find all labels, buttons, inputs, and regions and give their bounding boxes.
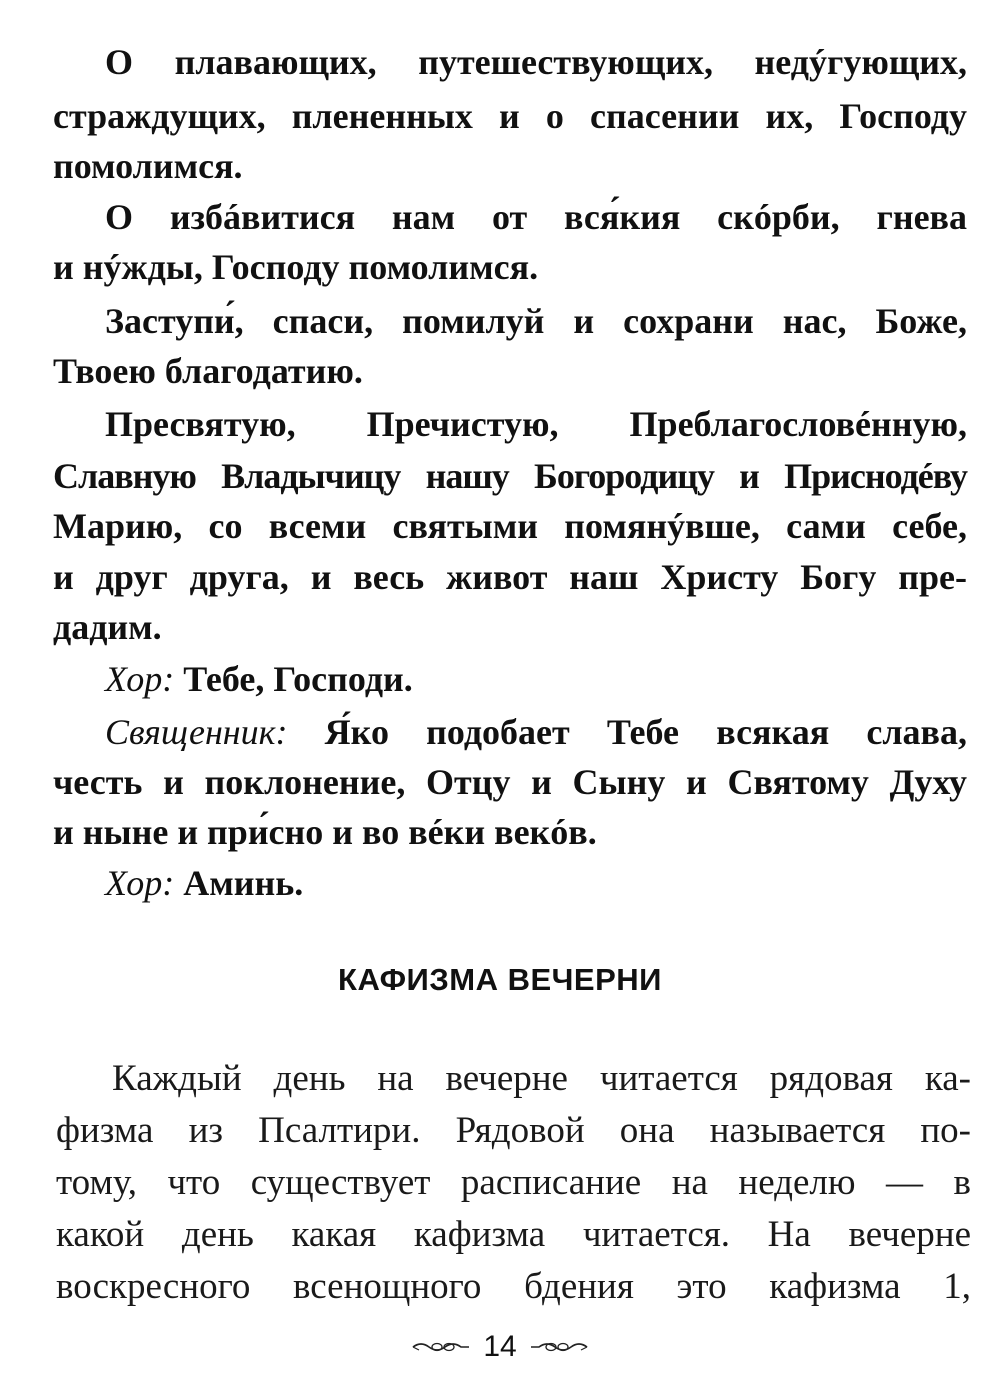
prayer-3 bbox=[105, 297, 967, 346]
prayer-line: дадим. bbox=[53, 607, 162, 647]
choir-response-2 bbox=[105, 859, 967, 908]
prayer-line: страждущих, плененных и о спасении их, Господу bbox=[53, 96, 967, 136]
prayer-line: и друг друга, и весь живот наш Христу Богу пре- bbox=[53, 557, 967, 597]
speaker-label: Священник: bbox=[105, 712, 288, 752]
prayer-line: помолимся. bbox=[53, 146, 243, 186]
prayer-line: Марию, со всеми святыми помянýвше, сами себе, bbox=[53, 506, 967, 546]
prayer-1-end bbox=[53, 142, 967, 191]
prayer-4 bbox=[105, 400, 967, 449]
prayer-4-l4 bbox=[53, 553, 967, 602]
page-footer bbox=[0, 1330, 1000, 1364]
prayer-line: О плавающих, путешествующих, недýгующих, bbox=[105, 42, 967, 82]
body-line: Каждый день на вечерне читается рядовая ка- bbox=[112, 1058, 971, 1099]
prayer-1-cont bbox=[53, 92, 967, 141]
prayer-1 bbox=[105, 38, 967, 87]
prayer-4-end bbox=[53, 603, 967, 652]
prayer-line: Заступи́, спаси, помилуй и сохрани нас, Боже, bbox=[105, 301, 967, 341]
left-ornament-icon bbox=[411, 1340, 471, 1354]
prayer-4-l2 bbox=[53, 452, 967, 501]
response-text: Тебе, Господи. bbox=[174, 659, 413, 699]
priest-exclamation bbox=[105, 708, 967, 757]
exclamation-text: Я́ко подобает Тебе всякая слава, bbox=[287, 712, 967, 752]
body-line: какой день какая кафизма читается. На вечерне bbox=[56, 1214, 971, 1255]
prayer-3-end bbox=[53, 347, 967, 396]
prayer-line: О избáвитися нам от вся́кия скóрби, гнева bbox=[105, 197, 967, 237]
prayer-line: Пресвятую, Пречистую, Преблагословéнную, bbox=[105, 404, 967, 444]
prayer-2 bbox=[105, 193, 967, 242]
choir-response-1 bbox=[105, 655, 967, 704]
body-line: тому, что существует расписание на неделю — в bbox=[56, 1162, 971, 1203]
speaker-label: Хор: bbox=[105, 863, 175, 903]
body-paragraph bbox=[56, 1053, 971, 1313]
response-text: Аминь. bbox=[174, 863, 304, 903]
prayer-4-l3 bbox=[53, 502, 967, 551]
exclamation-line: и ныне и при́сно и во вéки векóв. bbox=[53, 812, 597, 852]
exclamation-line: честь и поклонение, Отцу и Сыну и Святому Духу bbox=[53, 762, 967, 802]
priest-l2 bbox=[53, 758, 967, 807]
prayer-line: Твоею благодатию. bbox=[53, 351, 363, 391]
speaker-label: Хор: bbox=[105, 659, 175, 699]
priest-l3 bbox=[53, 808, 967, 857]
page-number: 14 bbox=[483, 1330, 517, 1363]
prayer-line: и нýжды, Господу помолимся. bbox=[53, 247, 539, 287]
prayer-line: Славную Владычицу нашу Богородицу и Приснодéву bbox=[53, 456, 967, 496]
body-line: физма из Псалтири. Рядовой она называется по- bbox=[56, 1110, 971, 1151]
right-ornament-icon bbox=[529, 1340, 589, 1354]
prayer-2-end bbox=[53, 243, 967, 292]
section-heading: КАФИЗМА ВЕЧЕРНИ bbox=[338, 962, 662, 997]
body-line: воскресного всенощного бдения это кафизма 1, bbox=[56, 1266, 971, 1307]
